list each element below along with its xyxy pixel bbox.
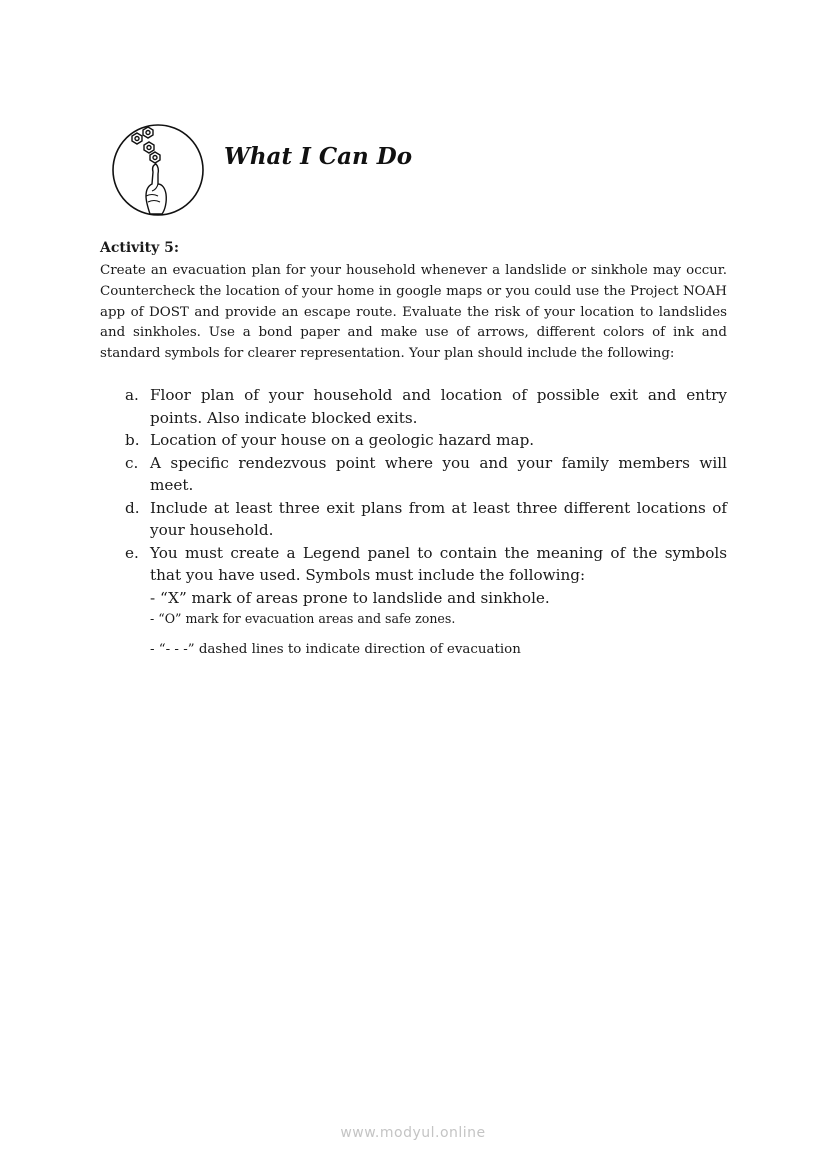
list-item — [100, 542, 727, 661]
hand-with-gears-icon — [110, 122, 206, 218]
list-marker: a. — [125, 386, 139, 404]
activity-instructions: Create an evacuation plan for your household whenever a landslide or sinkhole may occur. Countercheck the location of your home in google maps or you could use the Project NOAH app of DOST and provide an escape route. Evaluate the risk of your location to landslides and sinkholes. Use a bond paper and make use of arrows, different colors of ink and standard symbols for clearer representation. Your plan should include the following: — [100, 263, 727, 362]
list-item-text: Floor plan of your household and location of possible exit and entry points. Also indicate blocked exits. — [150, 386, 727, 427]
list-item — [100, 429, 727, 452]
list-item — [100, 497, 727, 542]
activity-label: Activity 5: — [100, 240, 180, 256]
list-item — [100, 452, 727, 497]
list-marker: c. — [125, 453, 139, 472]
requirements-list — [100, 384, 727, 661]
symbol-item-x: - “X” mark of areas prone to landslide and sinkhole. — [150, 588, 550, 607]
page-title: What I Can Do — [224, 143, 413, 170]
list-item-text: Include at least three exit plans from at least three different locations of your household. — [150, 498, 727, 539]
list-marker: d. — [125, 498, 140, 517]
list-marker: e. — [125, 543, 139, 562]
symbol-list — [150, 587, 727, 661]
list-item — [100, 384, 727, 429]
symbol-item-o: - “O” mark for evacuation areas and safe zones. — [150, 610, 456, 626]
list-marker: b. — [125, 431, 140, 449]
watermark: www.modyul.online — [340, 1125, 486, 1141]
list-item-text: Location of your house on a geologic hazard map. — [150, 431, 535, 449]
list-item-text: A specific rendezvous point where you and your family members will meet. — [150, 453, 727, 494]
list-item-text: You must create a Legend panel to contain the meaning of the symbols that you have used. Symbols must include the following: — [150, 543, 727, 584]
symbol-item-dashed: - “- - -” dashed lines to indicate direction of evacuation — [150, 641, 521, 657]
